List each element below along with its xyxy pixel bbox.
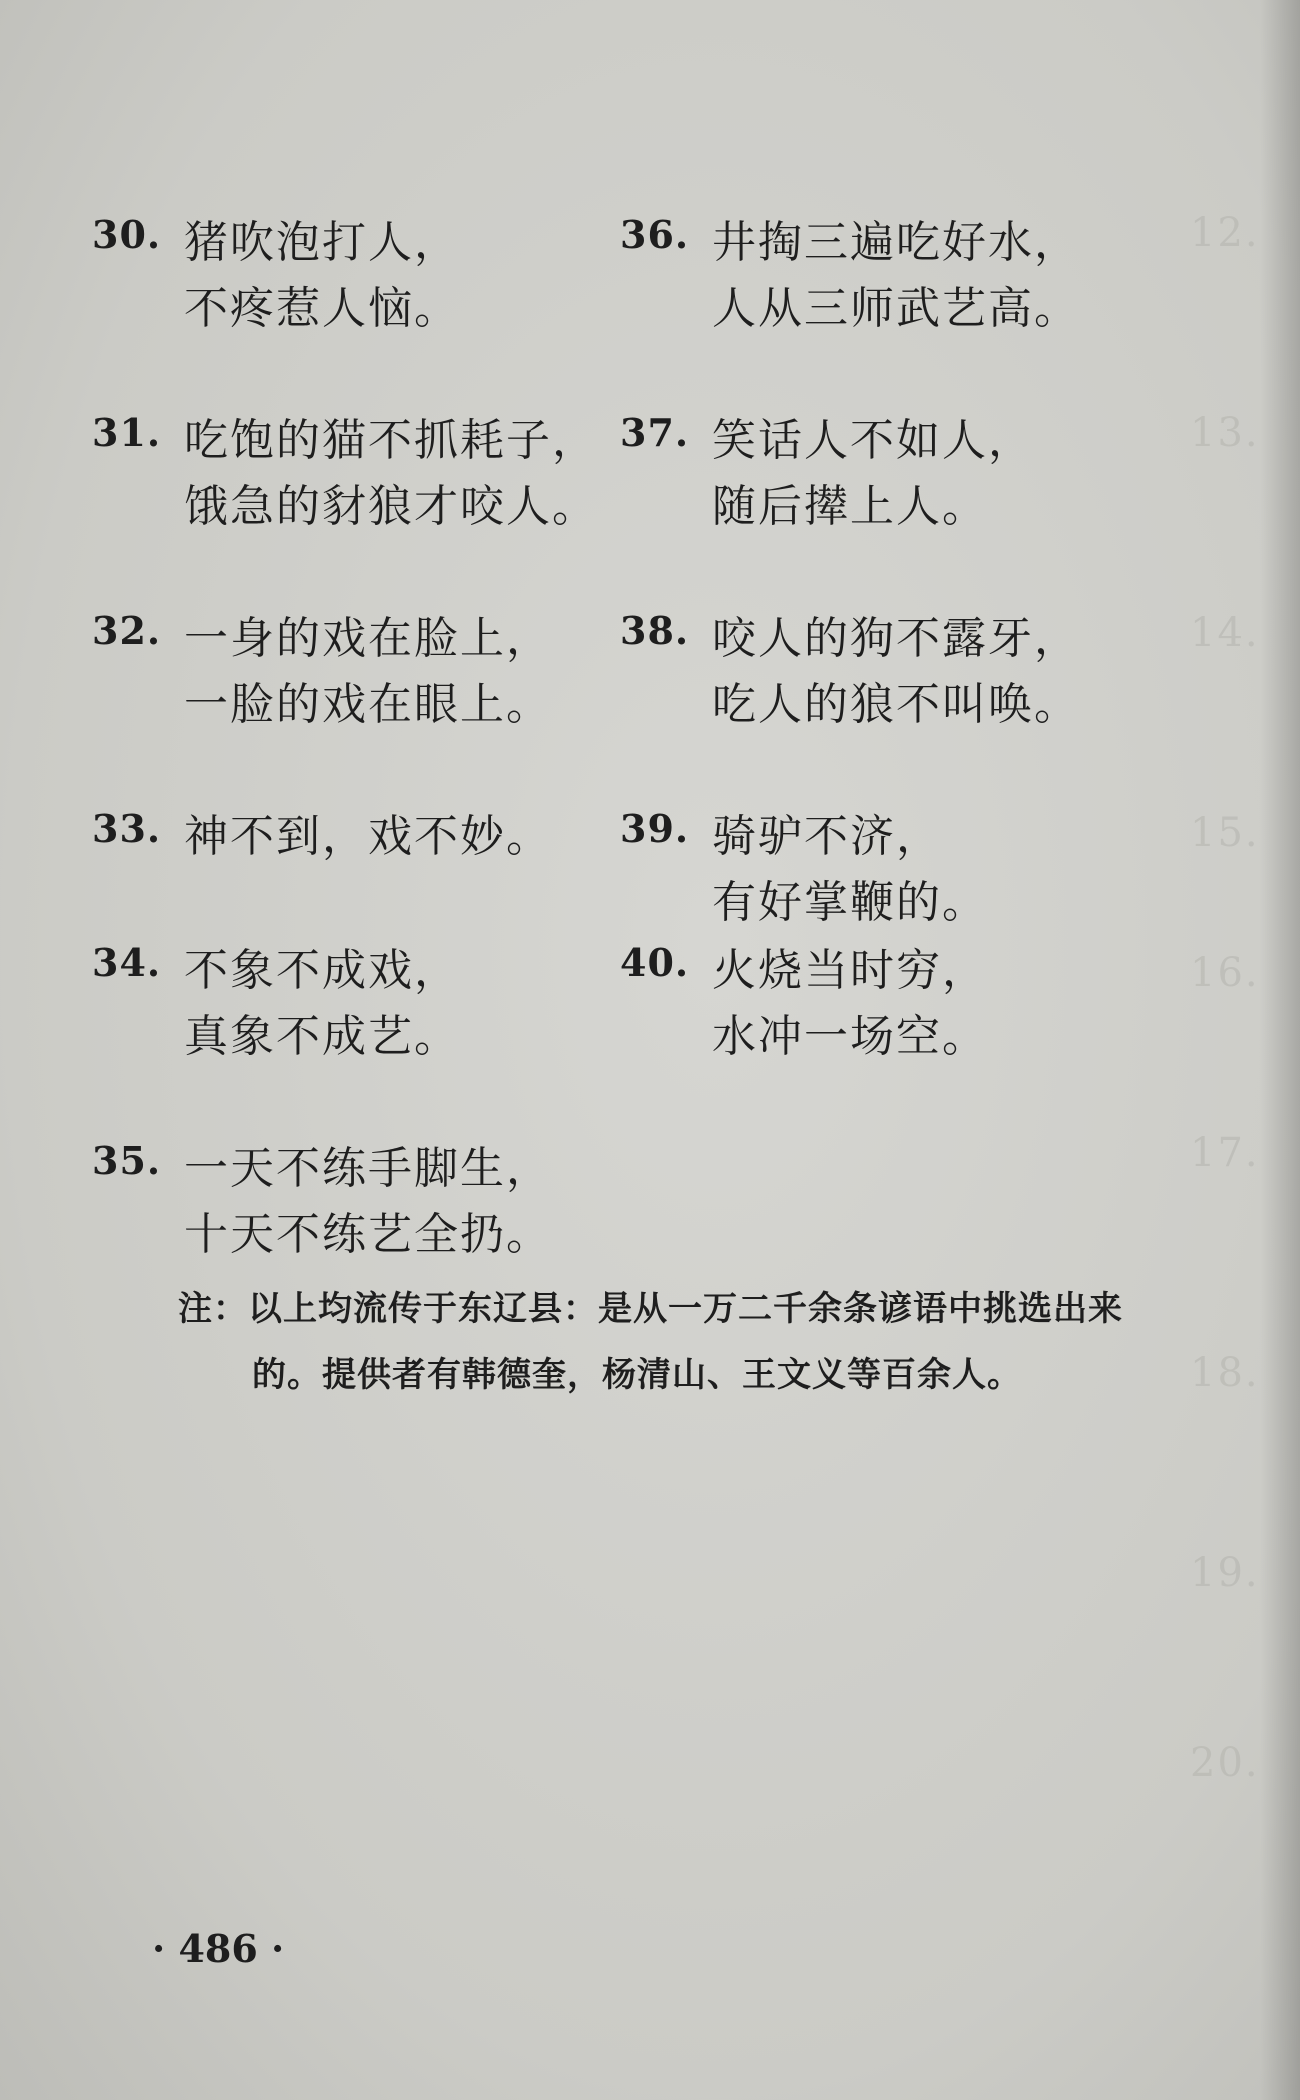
bleed-through-text: 12.: [1190, 210, 1260, 256]
item-number: 38.: [620, 608, 690, 653]
bleed-through-text: 20.: [1190, 1740, 1260, 1786]
proverb-line: 不疼惹人恼。: [184, 283, 460, 334]
item-number: 36.: [620, 212, 690, 257]
proverb-line: 饿急的豺狼才咬人。: [184, 481, 598, 532]
page-edge-shadow: [1260, 0, 1300, 2100]
proverb-line: 一身的戏在脸上，: [184, 613, 552, 664]
item-number: 40.: [620, 940, 690, 985]
bleed-through-text: 19.: [1190, 1550, 1260, 1596]
footnote-text: 以上均流传于东辽县：是从一万二千余条谚语中挑选出来: [248, 1289, 1123, 1329]
bleed-through-text: 17.: [1190, 1130, 1260, 1176]
page-number: · 486 ·: [152, 1926, 285, 1971]
bleed-through-text: 13.: [1190, 410, 1260, 456]
item-number: 33.: [92, 806, 162, 851]
proverb-line: 十天不练艺全扔。: [184, 1209, 552, 1260]
proverb-line: 井掏三遍吃好水，: [712, 217, 1080, 268]
item-number: 34.: [92, 940, 162, 985]
proverb-line: 人从三师武艺高。: [712, 283, 1080, 334]
proverb-line: 吃人的狼不叫唤。: [712, 679, 1080, 730]
bleed-through-text: 15.: [1190, 810, 1260, 856]
item-number: 39.: [620, 806, 690, 851]
item-number: 32.: [92, 608, 162, 653]
proverb-line: 一天不练手脚生，: [184, 1143, 552, 1194]
proverb-line: 猪吹泡打人，: [184, 217, 460, 268]
proverb-line: 笑话人不如人，: [712, 415, 1034, 466]
proverb-line: 有好掌鞭的。: [712, 877, 988, 928]
item-number: 31.: [92, 410, 162, 455]
item-number: 30.: [92, 212, 162, 257]
bleed-through-text: 14.: [1190, 610, 1260, 656]
proverb-line: 咬人的狗不露牙，: [712, 613, 1080, 664]
proverb-line: 火烧当时穷，: [712, 945, 988, 996]
bleed-through-text: 16.: [1190, 950, 1260, 996]
proverb-line: 随后撵上人。: [712, 481, 988, 532]
bleed-through-text: 18.: [1190, 1350, 1260, 1396]
proverb-line: 吃饱的猫不抓耗子，: [184, 415, 598, 466]
item-number: 35.: [92, 1138, 162, 1183]
proverb-line: 骑驴不济，: [712, 811, 942, 862]
proverb-line: 神不到，戏不妙。: [184, 811, 552, 862]
footnote-label: 注：: [178, 1289, 248, 1329]
proverb-line: 水冲一场空。: [712, 1011, 988, 1062]
item-number: 37.: [620, 410, 690, 455]
footnote: [178, 1276, 1258, 1408]
proverb-line: 真象不成艺。: [184, 1011, 460, 1062]
proverb-line: 一脸的戏在眼上。: [184, 679, 552, 730]
footnote-text-continued: 的。提供者有韩德奎，杨清山、王文义等百余人。: [252, 1355, 1022, 1395]
proverb-line: 不象不成戏，: [184, 945, 460, 996]
